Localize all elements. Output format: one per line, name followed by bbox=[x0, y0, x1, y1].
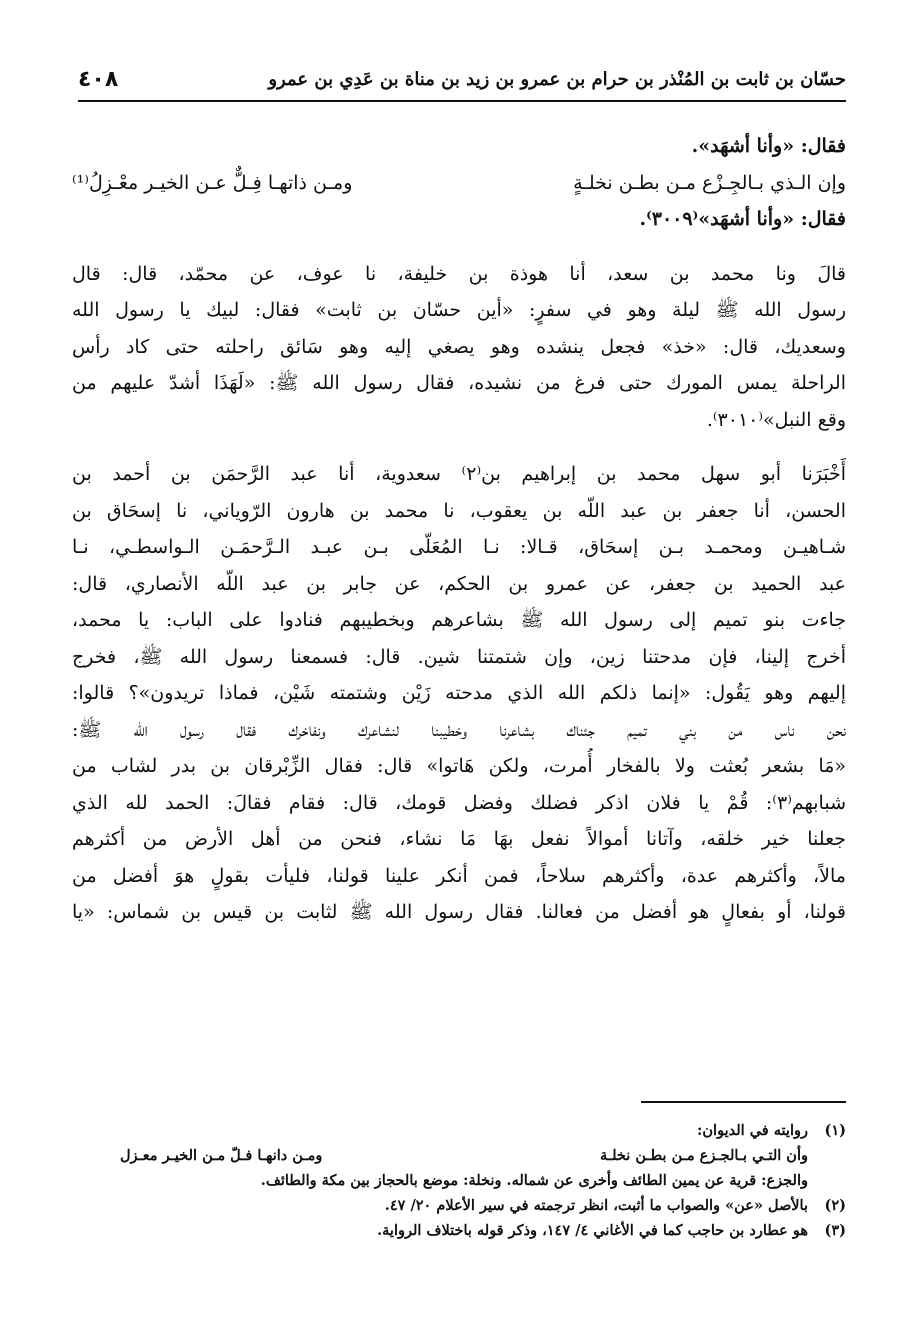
paragraph-line: مالاً، وأكثرهم عدة، وأكثرهم سلاحاً، فمن أنكر علينا قولنا، فليأت بقولٍ هوَ أفضل من bbox=[72, 864, 846, 887]
paragraph-line: أخرج إلينا، فإن مدحتنا زين، وإن شتمتنا شين. قال: فسمعنا رسول الله ﷺ، فخرج bbox=[72, 645, 846, 668]
after-verse-line: فقال: «وأنا أشهَد»⁽٣٠٠٩⁾. bbox=[639, 208, 846, 230]
footnote-number: (٣) bbox=[824, 1222, 846, 1239]
page-number: ٤٠٨ bbox=[78, 66, 119, 92]
paragraph-1 bbox=[72, 256, 846, 439]
running-title: حسّان بن ثابت بن المُنْذر بن حرام بن عمرو بن زيد بن مناة بن عَدِي بن عمرو bbox=[268, 68, 846, 90]
intro-line: فقال: «وأنا أشهَد». bbox=[691, 135, 846, 157]
paragraph-line: قالَ ونا محمد بن سعد، أنا هوذة بن خليفة، نا عوف، عن محمّد، قال: قال bbox=[72, 262, 846, 285]
paragraph-line: نحن ناس من بني تميم جئناك بشاعرنا وخطيبنا لنشاعرك ونفاخرك فقال رسول الله ﷺ: bbox=[72, 718, 846, 741]
footnotes bbox=[120, 1118, 846, 1243]
footnote-verse bbox=[120, 1143, 846, 1168]
paragraph-2 bbox=[72, 456, 846, 931]
footnote-3 bbox=[120, 1218, 846, 1243]
paragraph-line: الراحلة يمس المورك حتى فرغ من نشيده، فقال رسول الله ﷺ: «لَهَذَا أشدّ عليهم من bbox=[72, 372, 846, 394]
main-text bbox=[72, 128, 846, 931]
verse-second-hemistich: ومـن ذاتهـا فِـلٌّ عـن الخيـر معْـزِلُ⁽¹⁾ bbox=[72, 171, 353, 194]
page-header bbox=[78, 62, 846, 102]
paragraph-line: جعلنا خير خلقه، وآتانا أموالاً نفعل بهَا مَا نشاء، فنحن من أهل الأرض من أكثرهم bbox=[72, 828, 846, 850]
footnote-divider bbox=[641, 1101, 846, 1103]
footnote-2 bbox=[120, 1193, 846, 1218]
footnote-verse-second: ومـن دانهـا فـلّ مـن الخيـر معـزل bbox=[120, 1147, 323, 1164]
paragraph-line: الحسن، أنا جعفر بن عبد اللّه بن يعقوب، نا محمد بن هارون الرّوياني، نا إسحَاق بن bbox=[72, 499, 846, 522]
verse-first-hemistich: وإن الـذي بـالجِـزْع مـن بطـن نخلـةٍ bbox=[573, 171, 846, 194]
paragraph-line: قولنا، أو بفعالٍ هو أفضل من فعالنا. فقال رسول الله ﷺ لثابت بن قيس بن شماس: «يا bbox=[72, 901, 846, 923]
footnote-text: روايته في الديوان: bbox=[697, 1122, 808, 1139]
footnote-number: (٢) bbox=[824, 1197, 846, 1214]
paragraph-line: وقع النبل»⁽٣٠١٠⁾. bbox=[706, 408, 846, 431]
footnote-verse-first: وأن التـي بـالجـزع مـن بطـن نخلـة bbox=[600, 1147, 808, 1164]
paragraph-line: عبد الحميد بن جعفر، عن عمرو بن الحكم، عن جابر بن عبد اللّه الأنصاري، قال: bbox=[72, 572, 846, 595]
footnote-number: (١) bbox=[824, 1122, 846, 1139]
poem-verse bbox=[72, 165, 846, 202]
paragraph-line: أَخْبَرَنا أبو سهل محمد بن إبراهيم بن⁽٢⁾ سعدوية، أنا عبد الرَّحمَن بن أحمد بن bbox=[72, 463, 846, 485]
footnote-note: والجزع: قرية عن يمين الطائف وأخرى عن شماله. ونخلة: موضع بالحجاز بين مكة والطائف. bbox=[260, 1172, 808, 1189]
paragraph-line: «مَا بشعر بُعثت ولا بالفخار أُمرت، ولكن هَاتوا» قال: فقال الزِّبْرقان بن بدر لشاب من bbox=[72, 755, 846, 777]
paragraph-line: رسول الله ﷺ ليلة وهو في سفرٍ: «أين حسّان بن ثابت» فقال: لبيك يا رسول الله bbox=[72, 299, 846, 321]
paragraph-line: وسعديك، قال: «خذ» فجعل ينشده وهو يصغي إليه وهو سَائق راحلته حتى كاد رأس bbox=[72, 335, 846, 358]
footnote-1 bbox=[120, 1118, 846, 1143]
footnote-text: بالأصل «عن» والصواب ما أثبت، انظر ترجمته في سير الأعلام ٢٠/ ٤٧. bbox=[384, 1197, 808, 1214]
footnote-text: هو عطارد بن حاجب كما في الأغاني ٤/ ١٤٧، وذكر قوله باختلاف الرواية. bbox=[377, 1222, 808, 1239]
paragraph-line: جاءت بنو تميم إلى رسول الله ﷺ بشاعرهم وبخطيبهم فنادوا على الباب: يا محمد، bbox=[72, 609, 846, 631]
paragraph-line: شـاهيـن ومحمـد بـن إسحَاق، قـالا: نـا المُعَلّى بـن عبـد الـرَّحمَـن الـواسطـي، نـا bbox=[72, 536, 846, 558]
paragraph-line: إليهم وهو يَقُول: «إنما ذلكم الله الذي مدحته زَيْن وشتمته شَيْن، فماذا تريدون»؟ قالوا: bbox=[72, 682, 846, 704]
paragraph-line: شبابهم⁽٣⁾: قُمْ يا فلان اذكر فضلك وفضل قومك، قال: فقام فقالَ: الحمد لله الذي bbox=[72, 791, 846, 814]
